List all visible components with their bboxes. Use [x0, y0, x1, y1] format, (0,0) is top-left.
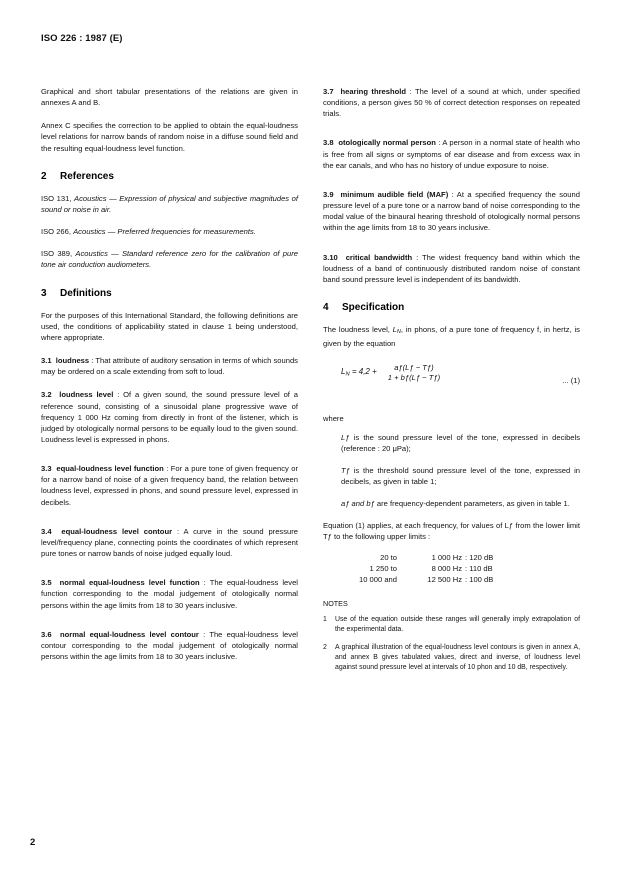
- page-header: ISO 226 : 1987 (E): [41, 33, 123, 44]
- limit-value: : 120 dB: [465, 552, 494, 562]
- equation-applies-text: Equation (1) applies, at each frequency, for values of Lƒ from the lower limit Tƒ to the following upper limits :: [323, 521, 580, 542]
- definition-number: 3.4: [41, 526, 52, 536]
- limit-value: : 110 dB: [465, 564, 493, 574]
- where-text: are frequency-dependent parameters, as given in table 1.: [374, 499, 570, 509]
- reference-item: [41, 226, 298, 237]
- definition-number: 3.8: [323, 138, 334, 148]
- note-text: Use of the equation outside these ranges will generally imply extrapolation of the experimental data.: [335, 615, 580, 633]
- note-item: [323, 615, 580, 635]
- definition-entry: [41, 629, 298, 662]
- upper-limits-table: [323, 552, 580, 586]
- section-number: 3: [41, 287, 47, 299]
- limit-to: 1 000 Hz: [431, 552, 462, 562]
- reference-title: Acoustics — Expression of physical and subjective magnitudes of sound or noise in air.: [41, 193, 298, 214]
- definition-term: loudness: [55, 356, 90, 366]
- note-number: 1: [323, 615, 327, 623]
- definition-body: : Of a given sound, the sound pressure level of a reference sound, consisting of a sinusoidal plane progressive wave of frequency 1 000 Hz coming from directly in front of the listener, which is judged by otologically normal persons to be equally loud to the given sound. Loudness level is expressed in phons.: [41, 390, 298, 444]
- definition-number: 3.5: [41, 578, 52, 588]
- section-heading-specification: [323, 302, 580, 313]
- definition-body: : The equal-loudness level contour corresponding to the modal judgement of otologically normal persons within the age limits from 18 to 30 years inclusive.: [41, 629, 298, 661]
- definition-entry: [41, 577, 298, 610]
- notes-heading: NOTES: [323, 598, 348, 608]
- table-row: [335, 552, 580, 563]
- note-text: A graphical illustration of the equal-loudness level contours is given in annex A, and annex B gives tabulated values, direct and inverse, of loudness level against sound pressure level at intervals of 10 phon and 10 dB, respectively.: [335, 644, 580, 672]
- reference-item: [41, 248, 298, 270]
- definition-term: normal equal-loudness level contour: [60, 629, 199, 639]
- equation-numerator: aƒ(Lƒ − Tƒ): [394, 362, 434, 372]
- limit-to: 8 000 Hz: [431, 564, 462, 574]
- definition-term: minimum audible field (MAF): [340, 189, 449, 199]
- intro-variable: L: [392, 325, 397, 335]
- section-title: References: [60, 170, 114, 182]
- definition-body: : The level of a sound at which, under specified conditions, a person gives 50 % of correct detection responses on repeated trials.: [323, 87, 580, 119]
- definition-term: critical bandwidth: [345, 252, 413, 262]
- note-item: [323, 643, 580, 673]
- equation-lhs-subscript: N: [345, 371, 350, 378]
- definition-number: 3.3: [41, 464, 52, 474]
- definition-entry: [323, 86, 580, 119]
- definition-body: : A curve in the sound pressure level/frequency plane, connecting points the coordinates of which represent pure tones or narrow bands of noise judged equally loud.: [41, 526, 298, 559]
- table-row: [335, 563, 580, 574]
- definition-body: : A person in a normal state of health who is free from all signs or symptoms of ear disease and from excess wax in the ear canals, and who has no history of undue exposure to noise.: [323, 138, 581, 170]
- where-item: [323, 432, 580, 454]
- definitions-intro: For the purposes of this International Standard, the following definitions are used, the conditions of applicability stated in clause 1 being understood, where appropriate.: [41, 310, 298, 342]
- definition-body: : That attribute of auditory sensation in terms of which sounds may be ordered on a scale extending from soft to loud.: [41, 356, 298, 377]
- definition-body: : The widest frequency band within which the loudness of a band of continuously distributed random noise of constant band sound pressure level is independent of its bandwidth.: [323, 252, 580, 284]
- equation-1: [323, 364, 580, 398]
- table-row: [335, 574, 580, 585]
- where-text: is the sound pressure level of the tone, expressed in decibels (reference : 20 μPa);: [341, 432, 580, 453]
- intro-paragraph-2: Annex C specifies the correction to be applied to obtain the equal-loudness level relations for narrow bands of random noise in a diffuse sound field and the resulting equal-loudness level function.: [41, 121, 298, 153]
- limit-value: : 100 dB: [465, 575, 494, 585]
- equation-fraction: [384, 364, 444, 383]
- limit-from: 20 to: [380, 552, 397, 562]
- definition-term: normal equal-loudness level function: [59, 578, 200, 588]
- where-text: is the threshold sound pressure level of the tone, expressed in decibels, as given in table 1;: [341, 465, 580, 487]
- where-symbol: Lƒ: [341, 432, 350, 442]
- where-symbol: Tƒ: [341, 465, 350, 475]
- where-item: [323, 465, 580, 487]
- limit-from: 10 000 and: [358, 575, 397, 585]
- intro-pre: The loudness level,: [323, 325, 393, 335]
- equation-expression: [323, 364, 580, 383]
- section-title: Specification: [342, 302, 405, 314]
- intro-variable-sub: N: [396, 329, 401, 336]
- equation-lhs-symbol: L: [341, 367, 346, 377]
- note-number: 2: [323, 644, 327, 652]
- limit-to: 12 500 Hz: [427, 575, 462, 585]
- definition-entry: [323, 137, 580, 170]
- definition-term: equal-loudness level function: [56, 464, 164, 474]
- page-number: 2: [30, 837, 36, 848]
- definition-entry: [41, 463, 298, 508]
- definition-number: 3.9: [323, 189, 334, 199]
- where-label: where: [323, 413, 344, 423]
- definition-term: loudness level: [59, 390, 114, 400]
- definition-term: equal-loudness level contour: [61, 526, 173, 536]
- reference-id: ISO 389,: [41, 249, 73, 259]
- section-title: Definitions: [60, 287, 112, 299]
- definition-body: : For a pure tone of given frequency or for a narrow band of noise of a given frequency band, the relation between loudness level, expressed in phons, and sound pressure level, expressed in decibels.: [41, 464, 298, 507]
- definition-number: 3.7: [323, 87, 334, 96]
- definition-entry: [41, 526, 298, 559]
- definition-entry: [41, 389, 298, 445]
- section-number: 4: [323, 302, 329, 314]
- definition-number: 3.6: [41, 629, 52, 639]
- definition-number: 3.10: [323, 252, 338, 262]
- left-column: [41, 86, 298, 681]
- definition-number: 3.2: [41, 390, 52, 400]
- definition-number: 3.1: [41, 356, 52, 366]
- reference-item: [41, 193, 298, 215]
- section-heading-definitions: [41, 288, 298, 299]
- definition-term: hearing threshold: [340, 87, 407, 96]
- definition-body: : The equal-loudness level function corresponding to the modal judgement of otologically normal persons within the age limits from 18 to 30 years inclusive.: [41, 578, 298, 610]
- where-symbol: aƒ and bƒ: [341, 499, 375, 509]
- right-column: [323, 86, 580, 681]
- reference-title: Acoustics — Preferred frequencies for measurements.: [73, 227, 256, 237]
- limit-from: 1 250 to: [369, 564, 397, 574]
- intro-post: , in phons, of a pure tone of frequency f, in hertz, is given by the equation: [323, 325, 580, 349]
- definition-term: otologically normal person: [338, 138, 436, 148]
- section-number: 2: [41, 170, 47, 182]
- equation-denominator: 1 + bƒ(Lƒ − Tƒ): [387, 372, 441, 382]
- reference-id: ISO 131,: [41, 193, 72, 203]
- intro-paragraph-1: Graphical and short tabular presentations of the relations are given in annexes A and B.: [41, 87, 298, 108]
- two-column-body: [41, 86, 580, 681]
- equation-number: ... (1): [562, 375, 580, 385]
- definition-entry: [41, 355, 298, 377]
- specification-intro: [323, 324, 580, 350]
- definition-entry: [323, 189, 580, 234]
- equation-constant: = 4,2 +: [351, 367, 377, 377]
- reference-title: Acoustics — Standard reference zero for the calibration of pure tone air conduction audiometers.: [41, 249, 298, 270]
- reference-id: ISO 266,: [41, 227, 71, 237]
- definition-body: : At a specified frequency the sound pressure level of a pure tone or a narrow band of noise corresponding to the modal value of the binaural hearing threshold of otologically normal persons within the age limits from 18 to 30 years inclusive.: [323, 189, 580, 233]
- section-heading-references: [41, 171, 298, 182]
- equation-lhs: [341, 368, 380, 378]
- where-item: [323, 498, 580, 509]
- definition-entry: [323, 252, 580, 285]
